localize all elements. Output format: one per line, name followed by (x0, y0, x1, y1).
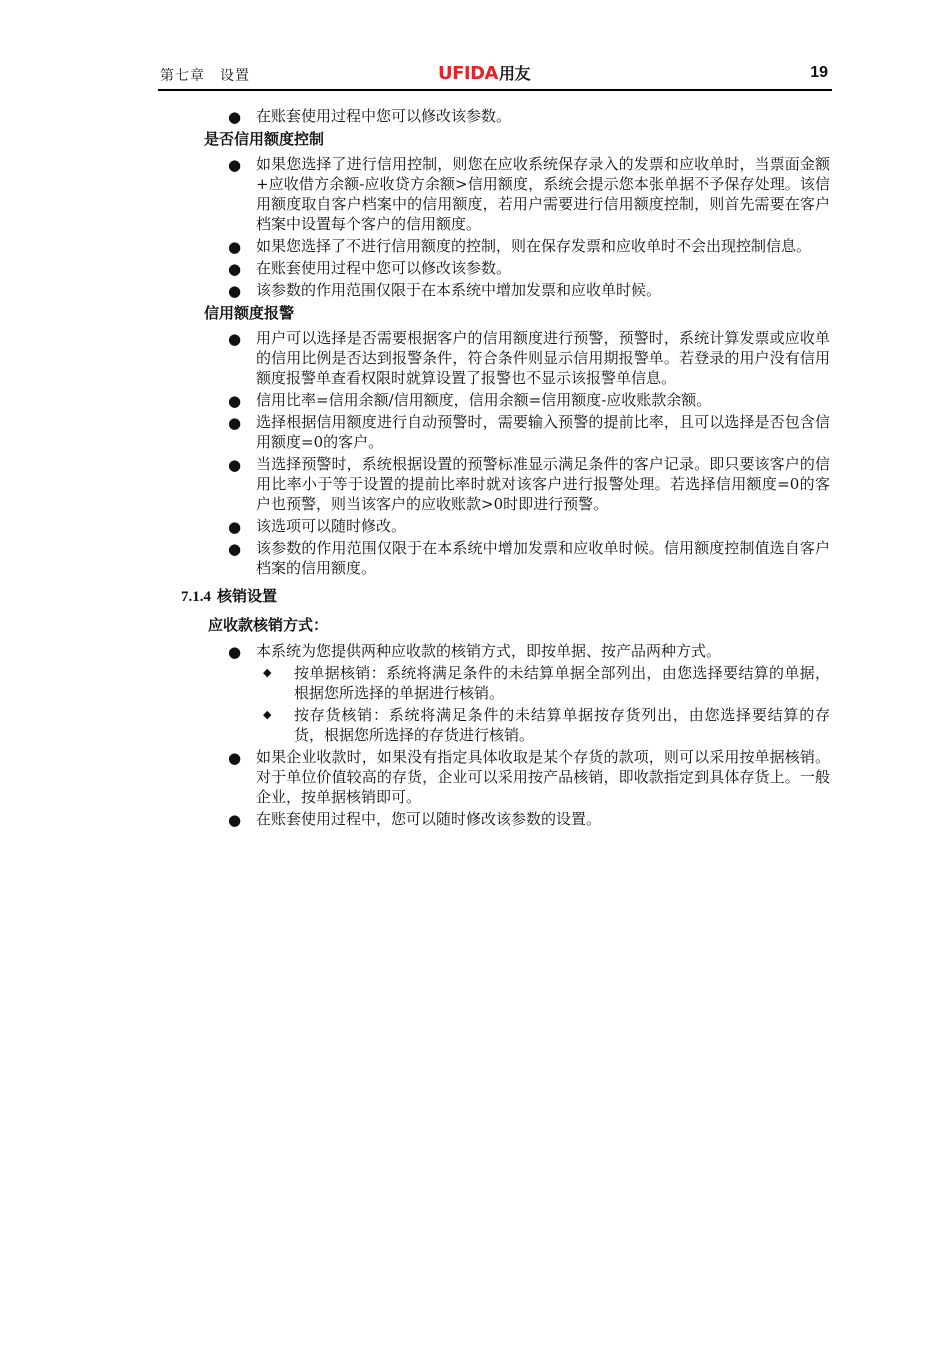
list-item-text: 当选择预警时，系统根据设置的预警标准显示满足条件的客户记录。即只要该客户的信用比率小于等于设置的提前比率时就对该客户进行报警处理。若选择信用额度=0的客户也预警，则当该客户的应收账款>0时即进行预警。 (256, 455, 830, 513)
list-item (0, 258, 830, 278)
diamond-icon: ◆ (263, 666, 272, 679)
list-item (0, 236, 830, 256)
list-item (0, 809, 830, 829)
bullet-icon: ● (228, 540, 242, 558)
section-heading (181, 586, 952, 607)
list-item (0, 280, 830, 300)
list-item (0, 454, 830, 514)
chapter-title: 第七章 设置 (160, 68, 250, 84)
bullet-icon: ● (228, 518, 242, 536)
bullet-icon: ● (228, 749, 242, 767)
bullet-icon: ● (228, 108, 242, 126)
list-item-text: 如果您选择了不进行信用额度的控制，则在保存发票和应收单时不会出现控制信息。 (256, 237, 812, 255)
credit-alarm-heading: 信用额度报警 (204, 304, 295, 322)
list-item-text: 该参数的作用范围仅限于在本系统中增加发票和应收单时候。 (256, 281, 662, 299)
bullet-icon: ● (228, 456, 242, 474)
list-item-text: 在账套使用过程中您可以修改该参数。 (256, 259, 512, 277)
list-item (0, 641, 830, 661)
list-item-text: 如果您选择了进行信用控制，则您在应收系统保存录入的发票和应收单时，当票面金额+应收借方余额-应收贷方余额>信用额度，系统会提示您本张单据不予保存处理。该信用额度取自客户档案中的信用额度，若用户需要进行信用额度控制，则首先需要在客户档案中设置每个客户的信用额度。 (256, 155, 830, 233)
list-item-text: 如果企业收款时，如果没有指定具体收取是某个存货的款项，则可以采用按单据核销。对于单位价值较高的存货，企业可以采用按产品核销，即收款指定到具体存货上。一般企业，按单据核销即可。 (256, 748, 830, 806)
sub-list-item-text: 按存货核销：系统将满足条件的未结算单据按存货列出，由您选择要结算的存货，根据您所选择的存货进行核销。 (294, 706, 830, 744)
bullet-icon: ● (228, 330, 242, 348)
page-header (158, 62, 832, 91)
list-item-text: 用户可以选择是否需要根据客户的信用额度进行预警，预警时，系统计算发票或应收单的信用比例是否达到报警条件，符合条件则显示信用期报警单。若登录的用户没有信用额度报警单查看权限时就算设置了报警也不显示该报警单信息。 (256, 329, 830, 387)
bullet-icon: ● (228, 414, 242, 432)
bullet-icon: ● (228, 282, 242, 300)
page-content (0, 106, 952, 831)
logo-latin: UFIDA (438, 63, 498, 84)
bullet-icon: ● (228, 643, 242, 661)
sub-list-item (0, 705, 830, 745)
sub-list-item-text: 按单据核销：系统将满足条件的未结算单据全部列出，由您选择要结算的单据，根据您所选择的单据进行核销。 (294, 664, 830, 702)
list-item (0, 538, 830, 578)
bullet-icon: ● (228, 156, 242, 174)
list-item (0, 106, 830, 126)
list-item-text: 在账套使用过程中，您可以随时修改该参数的设置。 (256, 810, 602, 828)
section-number: 7.1.4 (181, 589, 211, 605)
writeoff-heading: 应收款核销方式： (208, 616, 329, 634)
bullet-icon: ● (228, 260, 242, 278)
sub-list-item (0, 663, 830, 703)
list-item (0, 516, 830, 536)
page-number: 19 (810, 64, 828, 81)
list-item-text: 选择根据信用额度进行自动预警时，需要输入预警的提前比率，且可以选择是否包含信用额度=0的客户。 (256, 413, 830, 451)
section-title: 核销设置 (217, 587, 278, 605)
bullet-icon: ● (228, 238, 242, 256)
list-item (0, 412, 830, 452)
ufida-logo (438, 61, 530, 84)
list-item-text: 信用比率=信用余额/信用额度，信用余额=信用额度-应收账款余额。 (256, 391, 712, 409)
list-item-text: 该参数的作用范围仅限于在本系统中增加发票和应收单时候。信用额度控制值选自客户档案的信用额度。 (256, 539, 830, 577)
list-item-text: 在账套使用过程中您可以修改该参数。 (256, 107, 512, 125)
credit-control-heading: 是否信用额度控制 (204, 130, 325, 148)
list-item-text: 该选项可以随时修改。 (256, 517, 407, 535)
bullet-icon: ● (228, 811, 242, 829)
list-item-text: 本系统为您提供两种应收款的核销方式，即按单据、按产品两种方式。 (256, 642, 722, 660)
diamond-icon: ◆ (263, 708, 272, 721)
logo-cjk: 用友 (498, 64, 530, 83)
list-item (0, 390, 830, 410)
list-item (0, 747, 830, 807)
bullet-icon: ● (228, 392, 242, 410)
list-item (0, 328, 830, 388)
list-item (0, 154, 830, 234)
